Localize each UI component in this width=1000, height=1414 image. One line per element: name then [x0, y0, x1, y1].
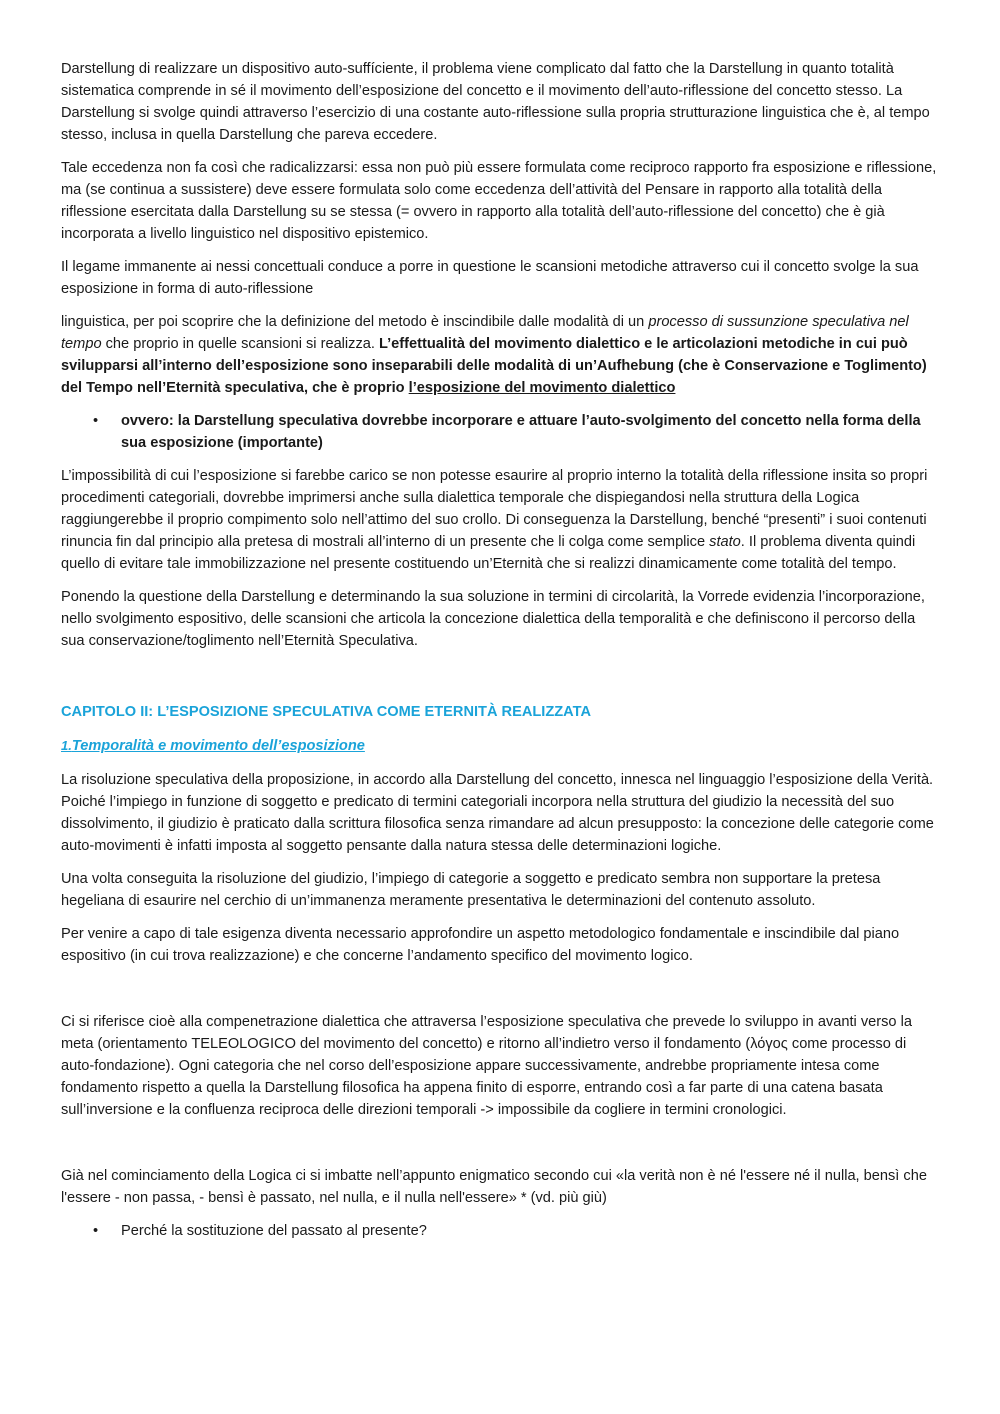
paragraph: Per venire a capo di tale esigenza diventa necessario approfondire un aspetto metodologico fondamentale e inscindibile dal piano espositivo (in cui trova realizzazione) e che concerne l’andamento specifico del movimento logico.: [61, 926, 900, 964]
paragraph: [61, 465, 937, 575]
paragraph: [61, 311, 937, 399]
paragraph: Darstellung di realizzare un dispositivo auto-suffíciente, il problema viene complicato dal fatto che la Darstellung in quanto totalità sistematica comprende in sé il movimento dell’esposizione del concetto e il movimento dell’auto-riflessione del concetto stesso. La Darstellung si svolge quindi attraverso l’esercizio di una costante auto-riflessione sulla propria strutturazione linguistica che è, al tempo stesso, inclusa in quella Darstellung che pareva eccedere.: [61, 61, 930, 143]
document-page: [61, 58, 937, 1253]
section-number: 1.: [61, 738, 72, 753]
bullet-list: [61, 410, 937, 454]
list-item: [61, 1220, 937, 1242]
italic-text: stato: [709, 534, 741, 550]
section-title: Temporalità e movimento dell’esposizione: [71, 738, 365, 754]
paragraph: Ponendo la questione della Darstellung e determinando la sua soluzione in termini di circolarità, la Vorrede evidenzia l’incorporazione, nello svolgimento espositivo, delle scansioni che articola la concezione dialettica della temporalità e che definiscono il percorso della sua conservazione/toglimento nell’Eternità Speculativa.: [61, 589, 925, 649]
bold-underlined-text: l’esposizione del movimento dialettico: [408, 380, 676, 396]
text-run: linguistica, per poi scoprire che la definizione del metodo è inscindibile dalle modalità di un: [61, 314, 649, 330]
italic-text: processo di sussunzione speculativa nel tempo: [61, 314, 909, 352]
bullet-icon: •: [93, 413, 99, 429]
text-run: che proprio in quelle scansioni si realizza.: [101, 336, 379, 352]
paragraph: Una volta conseguita la risoluzione del giudizio, l’impiego di categorie a soggetto e predicato sembra non supportare la pretesa hegeliana di esaurire nel cerchio di un’immanenza meramente presentativa le determinazioni del contenuto assoluto.: [61, 871, 881, 909]
paragraph: Già nel cominciamento della Logica ci si imbatte nell’appunto enigmatico secondo cui «la verità non è né l'essere né il nulla, bensì che l'essere - non passa, - bensì è passato, nel nulla, e il nulla nell'essere» * (vd. più giù): [61, 1168, 927, 1206]
section-heading: [61, 735, 937, 757]
paragraph: Ci si riferisce cioè alla compenetrazione dialettica che attraversa l’esposizione speculativa che prevede lo sviluppo in avanti verso la meta (orientamento TELEOLOGICO del movimento del concetto) e ritorno all’indietro verso il fondamento (λόγος come processo di auto-fondazione). Ogni categoria che nel corso dell’esposizione appare successivamente, andrebbe propriamente intesa come fondamento rispetto a quella la Darstellung filosofica ha appena finito di esporre, entrando così a far parte di una catena basata sull’inversione e la confluenza reciproca delle direzioni temporali -> impossibile da cogliere in termini cronologici.: [61, 1014, 912, 1118]
list-item-text: Perché la sostituzione del passato al presente?: [121, 1223, 427, 1239]
bold-text: L’effettualità del movimento dialettico e le articolazioni metodiche in cui può svilupparsi all’interno dell’esposizione sono inseparabili delle modalità di un’Aufhebung (che è Conservazione e Toglimento) del Tempo nell’Eternità speculativa, che è proprio: [61, 336, 927, 396]
paragraph: Il legame immanente ai nessi concettuali conduce a porre in questione le scansioni metodiche attraverso cui il concetto svolge la sua esposizione in forma di auto-riflessione: [61, 259, 919, 297]
chapter-heading: CAPITOLO II: L’ESPOSIZIONE SPECULATIVA COME ETERNITÀ REALIZZATA: [61, 704, 591, 720]
paragraph: La risoluzione speculativa della proposizione, in accordo alla Darstellung del concetto, innesca nel linguaggio l’esposizione della Verità. Poiché l’impiego in funzione di soggetto e predicato di termini categoriali incorpora nella struttura del giudizio la necessità del suo dissolvimento, il giudizio è praticato dalla scrittura filosofica senza rimandare ad alcun presupposto: la concezione delle categorie come auto-movimenti è infatti imposta al soggetto pensante dalla natura stessa delle determinazioni logiche.: [61, 772, 934, 854]
text-run: . Il problema diventa quindi quello di evitare tale immobilizzazione nel presente costituendo un’Eternità che si realizzi dinamicamente come totalità del tempo.: [61, 534, 916, 572]
bullet-icon: •: [93, 1223, 99, 1239]
text-run: L’impossibilità di cui l’esposizione si farebbe carico se non potesse esaurire al proprio interno la totalità della riflessione insita so propri procedimenti categoriali, dovrebbe imprimersi anche sulla dialettica temporale che dispiegandosi nella struttura della Logica raggiungerebbe il proprio compimento solo nell’attimo del suo crollo. Di conseguenza la Darstellung, benché “presenti” i suoi contenuti rinuncia fin dal principio alla pretesa di mostrali all’interno di un presente che li colga come semplice: [61, 468, 928, 550]
bullet-list: [61, 1220, 937, 1242]
list-item: [61, 410, 937, 454]
list-item-text: ovvero: la Darstellung speculativa dovrebbe incorporare e attuare l’auto-svolgimento del concetto nella forma della sua esposizione (importante): [121, 413, 921, 451]
paragraph: Tale eccedenza non fa così che radicalizzarsi: essa non può più essere formulata come reciproco rapporto fra esposizione e riflessione, ma (se continua a sussistere) deve essere formulata solo come eccedenza dell’attività del Pensare in rapporto alla totalità della riflessione esercitata dalla Darstellung su se stessa (= ovvero in rapporto alla totalità dell’auto-riflessione del concetto) che è già incorporata a livello linguistico nel dispositivo epistemico.: [61, 160, 937, 242]
